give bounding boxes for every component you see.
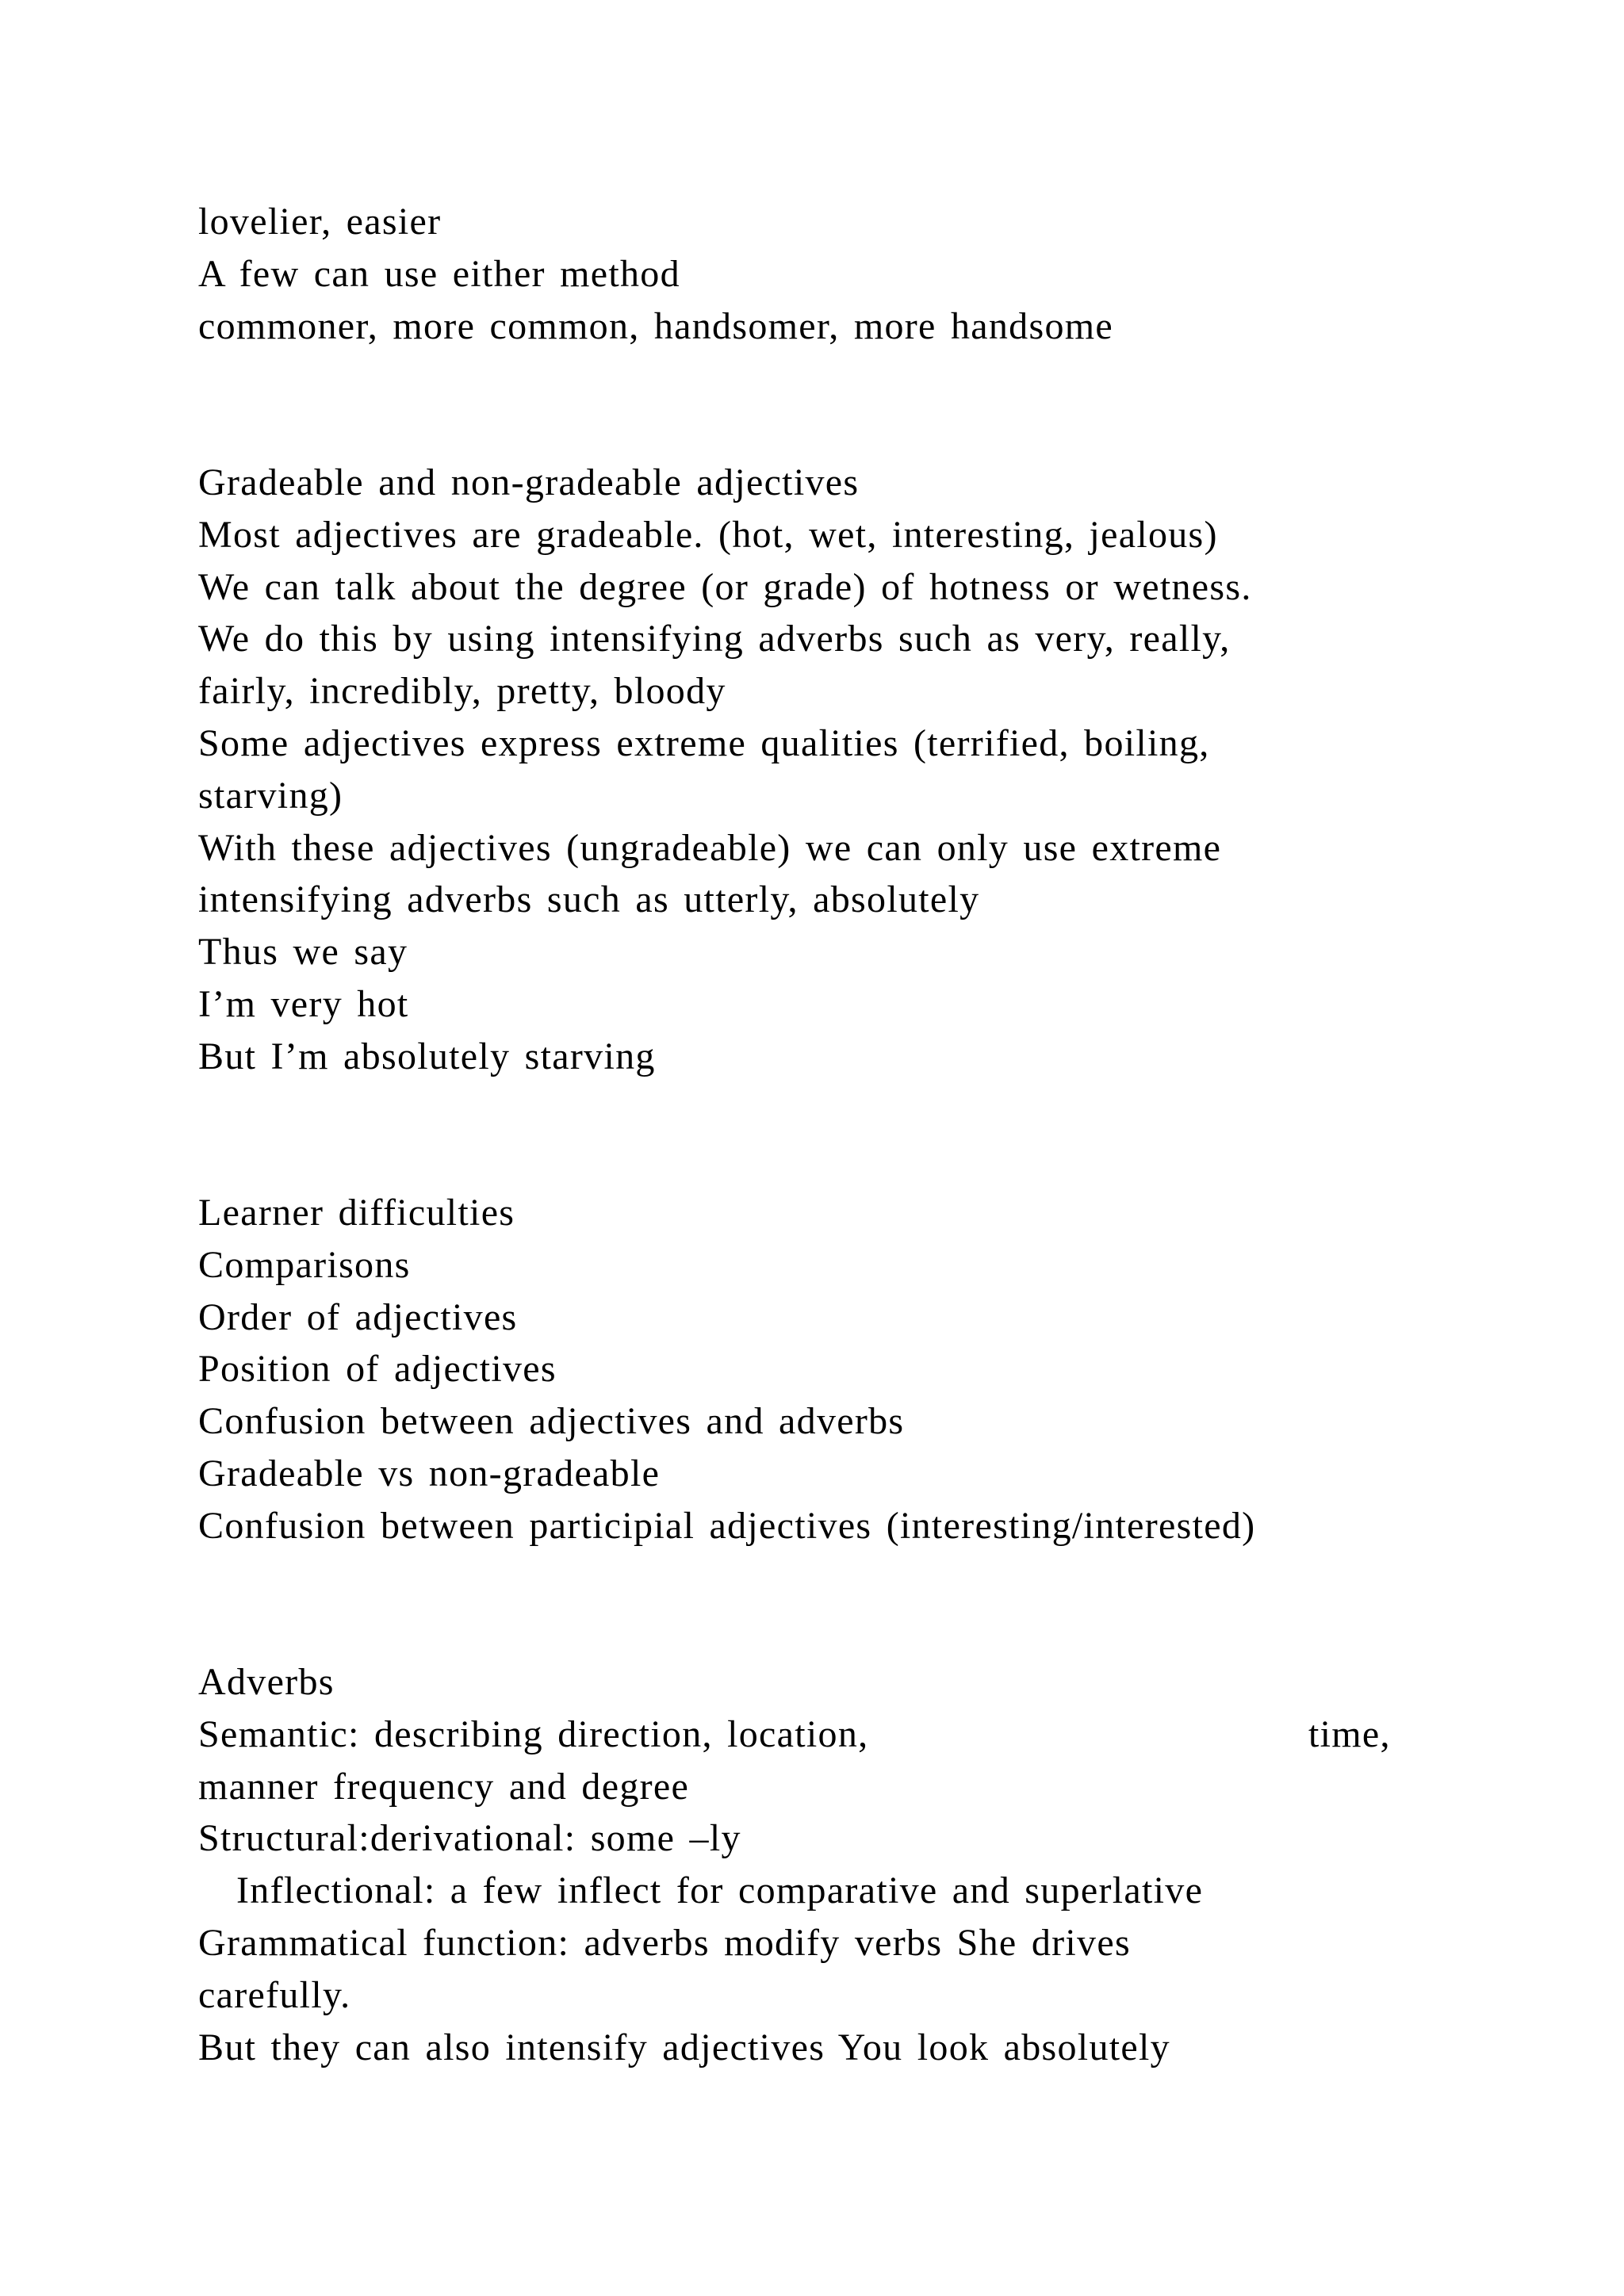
text-line: manner frequency and degree [198, 1765, 690, 1808]
text-line: A few can use either method [198, 252, 680, 295]
section-intro [198, 196, 1435, 352]
text-line: I’m very hot [198, 982, 409, 1025]
text-line: carefully. [198, 1973, 351, 2016]
text-line: Structural:derivational: some –ly [198, 1817, 741, 1860]
text-line: But they can also intensify adjectives You look absolutely [198, 2026, 1170, 2068]
section-heading: Gradeable and non-gradeable adjectives [198, 461, 860, 503]
section-learner-difficulties [198, 1187, 1435, 1552]
semantic-right-text: time, [1308, 1712, 1391, 1755]
text-line: Thus we say [198, 931, 408, 974]
text-line: But I’m absolutely starving [198, 1035, 656, 1077]
text-line-indented: Inflectional: a few inflect for comparative and superlative [236, 1869, 1204, 1912]
text-line: fairly, incredibly, pretty, bloody [198, 670, 726, 713]
text-line: We do this by using intensifying adverbs such as very, really, [198, 618, 1231, 660]
text-line: Some adjectives express extreme qualities (terrified, boiling, [198, 721, 1210, 764]
text-line: lovelier, easier [198, 201, 442, 243]
text-line: commoner, more common, handsomer, more handsome [198, 304, 1113, 347]
text-line-semantic [198, 1709, 1435, 1761]
text-line: starving) [198, 774, 343, 817]
text-line: intensifying adverbs such as utterly, absolutely [198, 878, 980, 921]
text-line: Grammatical function: adverbs modify verbs She drives [198, 1921, 1131, 1964]
semantic-left-text: Semantic: describing direction, location, [198, 1712, 869, 1755]
text-line: With these adjectives (ungradeable) we can only use extreme [198, 826, 1222, 869]
text-line: Gradeable vs non-gradeable [198, 1452, 661, 1494]
text-line: We can talk about the degree (or grade) of hotness or wetness. [198, 565, 1252, 608]
text-line: Comparisons [198, 1243, 411, 1286]
section-adverbs [198, 1656, 1435, 2073]
section-heading: Adverbs [198, 1661, 335, 1703]
text-line: Confusion between participial adjectives (interesting/interested) [198, 1504, 1256, 1547]
section-heading: Learner difficulties [198, 1192, 515, 1234]
text-line: Position of adjectives [198, 1348, 557, 1391]
text-line: Confusion between adjectives and adverbs [198, 1400, 905, 1443]
section-gradeable [198, 457, 1435, 1083]
text-line: Most adjectives are gradeable. (hot, wet, interesting, jealous) [198, 513, 1218, 556]
text-line: Order of adjectives [198, 1295, 518, 1338]
